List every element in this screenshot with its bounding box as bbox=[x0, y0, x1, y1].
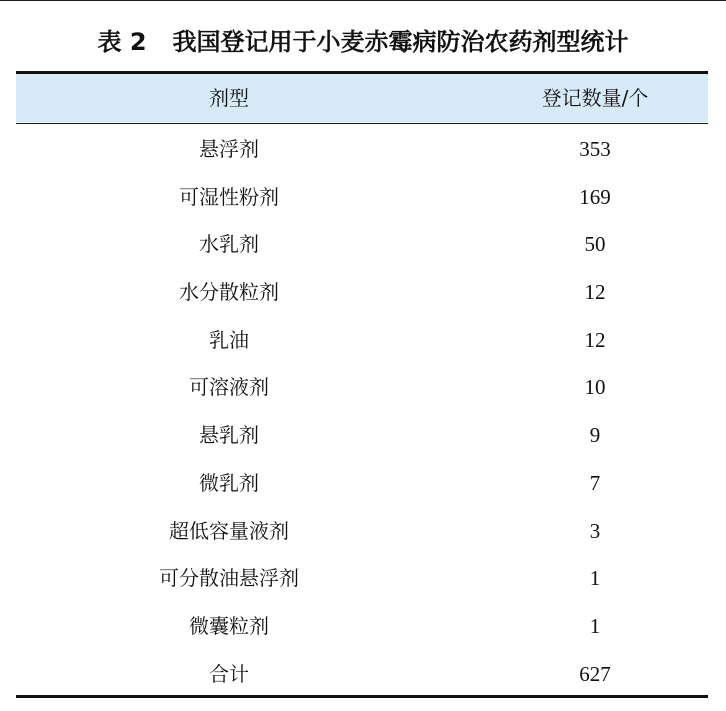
count-cell: 353 bbox=[579, 137, 611, 161]
table-bottom-rule bbox=[16, 695, 708, 698]
formulation-cell: 微乳剂 bbox=[199, 470, 259, 495]
table-row bbox=[16, 508, 708, 556]
formulation-cell: 可分散油悬浮剂 bbox=[159, 566, 299, 591]
count-cell: 3 bbox=[589, 518, 601, 543]
table-total-row bbox=[16, 651, 708, 699]
table-row bbox=[16, 364, 708, 412]
total-count-cell: 627 bbox=[579, 661, 611, 686]
formulation-cell: 悬浮剂 bbox=[199, 137, 259, 161]
count-cell: 1 bbox=[589, 566, 601, 591]
table-number: 表 2 bbox=[97, 28, 147, 56]
count-cell: 10 bbox=[584, 375, 606, 400]
table-caption bbox=[0, 24, 726, 60]
formulation-cell: 水乳剂 bbox=[199, 232, 259, 257]
table-row bbox=[16, 317, 708, 365]
formulation-cell: 乳油 bbox=[209, 327, 249, 352]
count-cell: 50 bbox=[584, 232, 606, 257]
formulation-cell: 超低容量液剂 bbox=[169, 518, 289, 543]
table-row bbox=[16, 221, 708, 269]
table-row bbox=[16, 126, 708, 174]
formulation-cell: 微囊粒剂 bbox=[189, 613, 269, 638]
count-cell: 9 bbox=[589, 423, 601, 448]
table-header-row bbox=[16, 74, 708, 122]
header-formulation: 剂型 bbox=[209, 86, 249, 110]
formulation-cell: 可湿性粉剂 bbox=[179, 184, 279, 209]
count-cell: 12 bbox=[584, 327, 606, 352]
table-row bbox=[16, 460, 708, 508]
table-body bbox=[16, 126, 708, 698]
count-cell: 1 bbox=[589, 613, 601, 638]
table-row bbox=[16, 603, 708, 651]
table-row bbox=[16, 555, 708, 603]
formulation-cell: 可溶液剂 bbox=[189, 375, 269, 400]
count-cell: 169 bbox=[579, 184, 611, 209]
formulation-cell: 水分散粒剂 bbox=[179, 280, 279, 305]
count-cell: 7 bbox=[589, 470, 601, 495]
page-top-border bbox=[0, 0, 726, 1]
table-title: 我国登记用于小麦赤霉病防治农药剂型统计 bbox=[172, 28, 629, 56]
table-row bbox=[16, 269, 708, 317]
table-row bbox=[16, 174, 708, 222]
formulation-cell: 悬乳剂 bbox=[199, 423, 259, 448]
table-row bbox=[16, 412, 708, 460]
header-divider-rule bbox=[16, 123, 708, 124]
total-label-cell: 合计 bbox=[209, 661, 249, 686]
header-registration-count: 登记数量/个 bbox=[541, 86, 649, 110]
count-cell: 12 bbox=[584, 280, 606, 305]
